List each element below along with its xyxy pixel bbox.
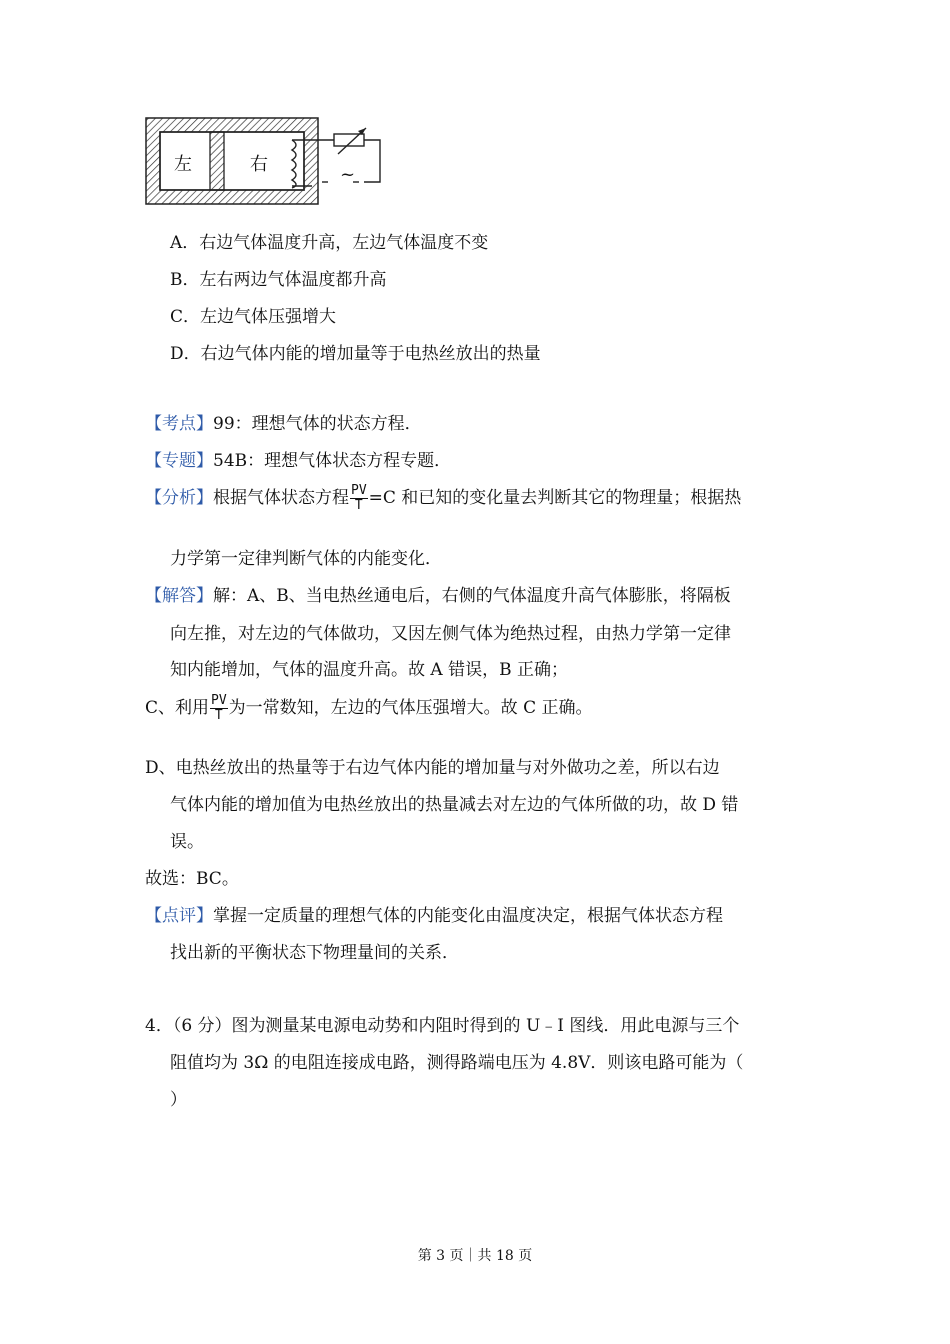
d-line3: 误。 [170,832,204,852]
jieda-line3: 知内能增加，气体的温度升高。故 A 错误，B 正确； [170,660,568,680]
fenxi-tag: 【分析】 [145,488,213,508]
option-a: A．右边气体温度升高，左边气体温度不变 [170,233,489,253]
zhuanti-text: 54B：理想气体状态方程专题． [213,451,452,471]
kaodian-line [145,409,422,434]
question4-line3: ） [170,1090,187,1110]
diagram-right-label: 右 [250,154,268,175]
fenxi-pre: 根据气体状态方程 [213,488,349,508]
question4-line2: 阻值均为 3Ω 的电阻连接成电路，测得路端电压为 4.8V．则该电路可能为（ [170,1053,744,1073]
option-b: B．左右两边气体温度都升高 [170,270,387,290]
c-post: 为一常数知，左边的气体压强增大。故 C 正确。 [228,698,593,718]
zhuanti-tag: 【专题】 [145,451,213,471]
dianping-line2: 找出新的平衡状态下物理量间的关系． [170,943,459,963]
jieda-text1: 解：A、B、当电热丝通电后，右侧的气体温度升高气体膨胀，将隔板 [213,586,731,606]
page-footer: 第 3 页｜共 18 页 [417,1248,533,1264]
c-pre: C、利用 [145,698,210,718]
dianping-text1: 掌握一定质量的理想气体的内能变化由温度决定，根据气体状态方程 [213,906,723,926]
dianping-tag: 【点评】 [145,906,213,926]
c-line [145,693,593,723]
answer-line: 故选：BC。 [145,869,239,889]
pv-over-t-fraction-2 [210,694,228,723]
jieda-line1 [145,581,731,606]
fenxi-post: =C 和已知的变化量去判断其它的物理量；根据热 [368,488,742,508]
question4-line1: 4．（6 分）图为测量某电源电动势和内阻时得到的 U﹣I 图线．用此电源与三个 [145,1016,740,1036]
diagram-ac-symbol: ~ [340,164,356,185]
fraction-numerator-2: PV [211,693,227,708]
zhuanti-line [145,446,451,471]
option-d: D．右边气体内能的增加量等于电热丝放出的热量 [170,344,541,364]
dianping-line1 [145,901,723,926]
d-line1: D、电热丝放出的热量等于右边气体内能的增加量与对外做功之差，所以右边 [145,758,720,778]
option-c: C．左边气体压强增大 [170,307,337,327]
fenxi-line2: 力学第一定律判断气体的内能变化． [170,549,442,569]
fraction-denominator-2: T [214,708,223,723]
kaodian-tag: 【考点】 [145,414,213,434]
jieda-tag: 【解答】 [145,586,213,606]
kaodian-text: 99：理想气体的状态方程． [213,414,422,434]
fenxi-line [145,483,741,513]
diagram-left-label: 左 [174,154,192,175]
pv-over-t-fraction [350,484,368,513]
jieda-line2: 向左推，对左边的气体做功，又因左侧气体为绝热过程，由热力学第一定律 [170,624,731,644]
fraction-denominator: T [354,498,363,513]
fraction-numerator: PV [351,483,367,498]
d-line2: 气体内能的增加值为电热丝放出的热量减去对左边的气体所做的功，故 D 错 [170,795,739,815]
